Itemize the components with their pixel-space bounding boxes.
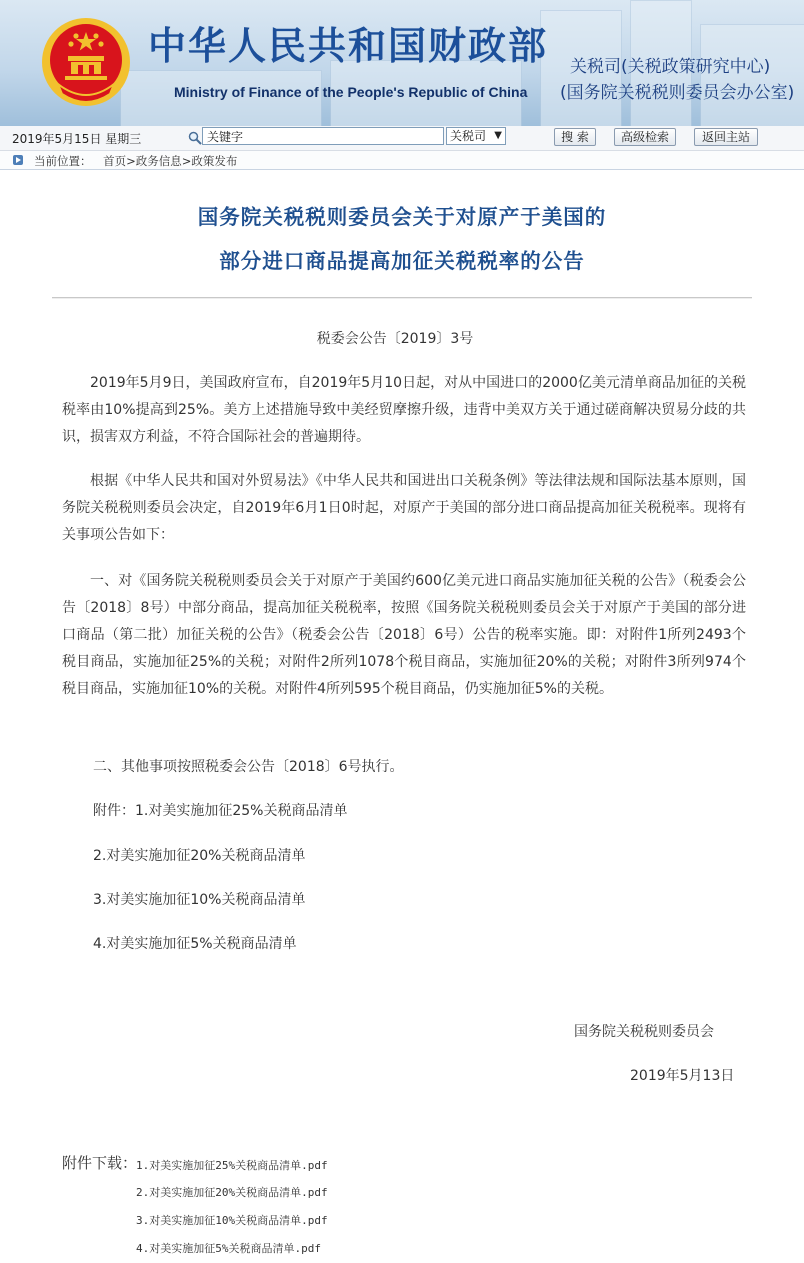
article-paragraph: 一、对《国务院关税税则委员会关于对原产于美国约600亿美元进口商品实施加征关税的公告》（税委会公告〔2018〕8号）中部分商品，提高加征关税税率，按照《国务院关税税则委员会关于对原产于美国的部分进口商品（第二批）加征关税的公告》（税委会公告〔2018〕6号）公告的税率实施。即：对附件1所列2493个税目商品，实施加征25%的关税；对附件2所列1078个税目商品，实施加征20%的关税；对附件3所列974个税目商品，实施加征10%的关税。对附件4所列595个税目商品，仍实施加征5%的关税。 xyxy=(62,573,746,697)
chevron-down-icon: ▼ xyxy=(494,130,502,141)
search-input[interactable] xyxy=(202,127,444,145)
advanced-search-button[interactable]: 高级检索 xyxy=(614,128,676,146)
search-scope-select[interactable] xyxy=(446,127,506,145)
search-scope-value: 关税司 xyxy=(450,129,487,143)
article-title-line-2: 部分进口商品提高加征关税税率的公告 xyxy=(219,249,585,273)
department-subtitle: (国务院关税税则委员会办公室) xyxy=(560,83,795,103)
article-paragraph: 根据《中华人民共和国对外贸易法》《中华人民共和国进出口关税条例》等法律法规和国际法基本原则，国务院关税税则委员会决定，自2019年6月1日0时起，对原产于美国的部分进口商品提高加征关税税率。现将有关事项公告如下： xyxy=(62,473,746,543)
breadcrumb-icon xyxy=(12,154,24,166)
site-title-en: Ministry of Finance of the People's Republic of China xyxy=(174,84,528,100)
downloads-label: 附件下载： xyxy=(62,1154,138,1172)
site-title-cn: 中华人民共和国财政部 xyxy=(148,23,549,68)
issue-date: 2019年5月13日 xyxy=(630,1068,735,1084)
download-link[interactable]: 2.对美实施加征20%关税商品清单.pdf xyxy=(136,1186,328,1199)
download-link[interactable]: 3.对美实施加征10%关税商品清单.pdf xyxy=(136,1214,328,1227)
article-title-line-1: 国务院关税税则委员会关于对原产于美国的 xyxy=(197,205,607,229)
document-number: 税委会公告〔2019〕3号 xyxy=(316,331,474,347)
attachment-item: 附件：1.对美实施加征25%关税商品清单 xyxy=(93,803,348,819)
breadcrumb-path[interactable]: 首页>政务信息>政策发布 xyxy=(103,154,238,168)
download-link[interactable]: 4.对美实施加征5%关税商品清单.pdf xyxy=(136,1242,321,1255)
national-emblem-icon xyxy=(38,14,134,110)
breadcrumb xyxy=(34,153,237,169)
attachment-item: 4.对美实施加征5%关税商品清单 xyxy=(93,936,297,952)
back-to-main-site-button[interactable]: 返回主站 xyxy=(694,128,758,146)
attachment-item: 3.对美实施加征10%关税商品清单 xyxy=(93,892,306,908)
breadcrumb-label: 当前位置： xyxy=(34,154,92,168)
search-icon xyxy=(188,131,202,145)
article-paragraph: 二、其他事项按照税委会公告〔2018〕6号执行。 xyxy=(93,759,404,775)
title-divider xyxy=(52,297,752,299)
department-name: 关税司(关税政策研究中心) xyxy=(570,57,771,77)
current-date: 2019年5月15日 星期三 xyxy=(12,132,142,146)
article-paragraph: 2019年5月9日，美国政府宣布，自2019年5月10日起，对从中国进口的2000亿美元清单商品加征的关税税率由10%提高到25%。美方上述措施导致中美经贸摩擦升级，违背中美双方关于通过磋商解决贸易分歧的共识，损害双方利益，不符合国际社会的普遍期待。 xyxy=(62,375,746,445)
attachment-item: 2.对美实施加征20%关税商品清单 xyxy=(93,848,306,864)
search-button[interactable]: 搜 索 xyxy=(554,128,596,146)
download-link[interactable]: 1.对美实施加征25%关税商品清单.pdf xyxy=(136,1159,328,1172)
issuer-signature: 国务院关税税则委员会 xyxy=(574,1024,714,1040)
